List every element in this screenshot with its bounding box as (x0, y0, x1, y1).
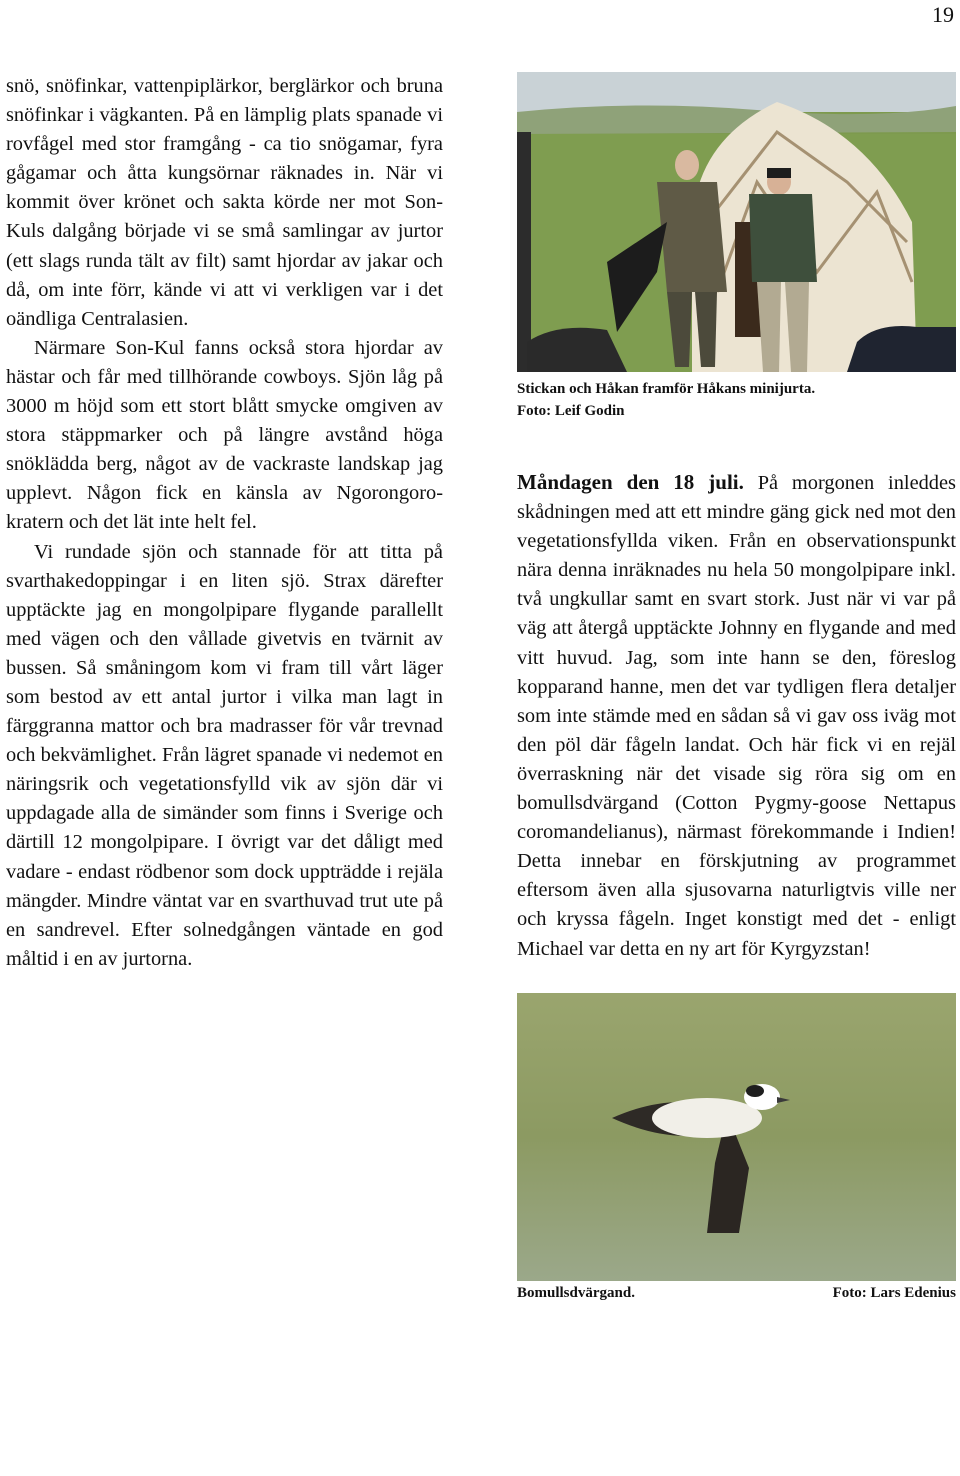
goose-photo-graphic (517, 993, 956, 1281)
page-number: 19 (932, 2, 954, 27)
section-paragraph (517, 468, 956, 964)
goose-photo (517, 993, 956, 1281)
goose-caption-row (517, 1285, 956, 1302)
paragraph-1: snö, snöfinkar, vattenpiplärkor, berglärkor och bruna snöfinkar i vägkanten. På en lämplig plats spanade vi rovfågel med stor framgång - ca tio snögamar, fyra gågamar och åtta kungsörnar räknades in. När vi kommit över krönet och sakta körde ner mot Son-Kuls dalgång började vi se små samlingar av jurtor (ett slags runda tält av filt) samt hjordar av jakar och då, om inte förr, kände vi att vi verkligen var i det oändliga Centralasien. (6, 75, 443, 330)
right-column (517, 72, 956, 1302)
yurt-photo-credit: Foto: Leif Godin (517, 403, 625, 419)
paragraph-3: Vi rundade sjön och stannade för att titta på svarthakedoppingar i en liten sjö. Strax därefter upptäckte jag en mongolpipare flygande parallellt med vägen och den vållade givetvis en tvärnit av bussen. Så småningom kom vi fram till vårt läger som bestod av ett antal jurtor i vilka man lagt in färggranna mattor och bra madrasser för vår trevnad och bekvämlighet. Från lägret spanade vi nedemot en näringsrik och vegetationsfylld vik av sjön där vi uppdagade alla de simänder som finns i Sverige och därtill 12 mongolpipare. I övrigt var det dåligt med vadare - endast rödbenor som dock uppträdde i rejäla mängder. Mindre väntat var en svarthuvad trut ute på en sandrevel. Efter solnedgången väntade en god måltid i en av jurtorna. (6, 540, 443, 970)
yurt-photo-graphic (517, 72, 956, 372)
left-column (6, 72, 443, 974)
goose-photo-caption: Bomullsdvärgand. (517, 1284, 635, 1301)
section-heading: Måndagen den 18 juli. (517, 470, 744, 494)
goose-photo-credit: Foto: Lars Edenius (832, 1284, 956, 1301)
paragraph-2: Närmare Son-Kul fanns också stora hjordar av hästar och får med tillhörande cowboys. Sjön låg på 3000 m höjd som ett stort blått smycke omgiven av stora stäppmarker och på längre avstånd höga snöklädda berg, något av de vackraste landskap jag upplevt. Någon fick en känsla av Ngorongoro-kratern och det lät inte helt fel. (6, 336, 443, 534)
yurt-photo-caption: Stickan och Håkan framför Håkans minijurta. (517, 381, 816, 397)
yurt-photo (517, 72, 956, 372)
section-text: På morgonen inleddes skådningen med att ett mindre gäng gick ned mot den vegetationsfyllda viken. Från en observationspunkt nära denna inräknades nu hela 50 mongolpipare inkl. två ungkullar samt en svart stork. Just när vi var på väg att återgå upptäckte Johnny en flygande and med vitt huvud. Jag, som inte hann se den, föreslog kopparand hanne, men det var tydligen flera detaljer som inte stämde med en sådan så vi gav oss iväg mot den pöl där fågeln landat. Och här fick vi en rejäl överraskning när det visade sig röra sig om en bomullsdvärgand (Cotton Pygmy-goose Nettapus coromandelianus), närmast förekommande i Indien! Detta innebar en förskjutning av programmet eftersom även alla sjusovarna naturligtvis ville ner och kryssa fågeln. Inget konstigt med det - enligt Michael var detta en ny art för Kyrgyzstan! (517, 472, 956, 960)
